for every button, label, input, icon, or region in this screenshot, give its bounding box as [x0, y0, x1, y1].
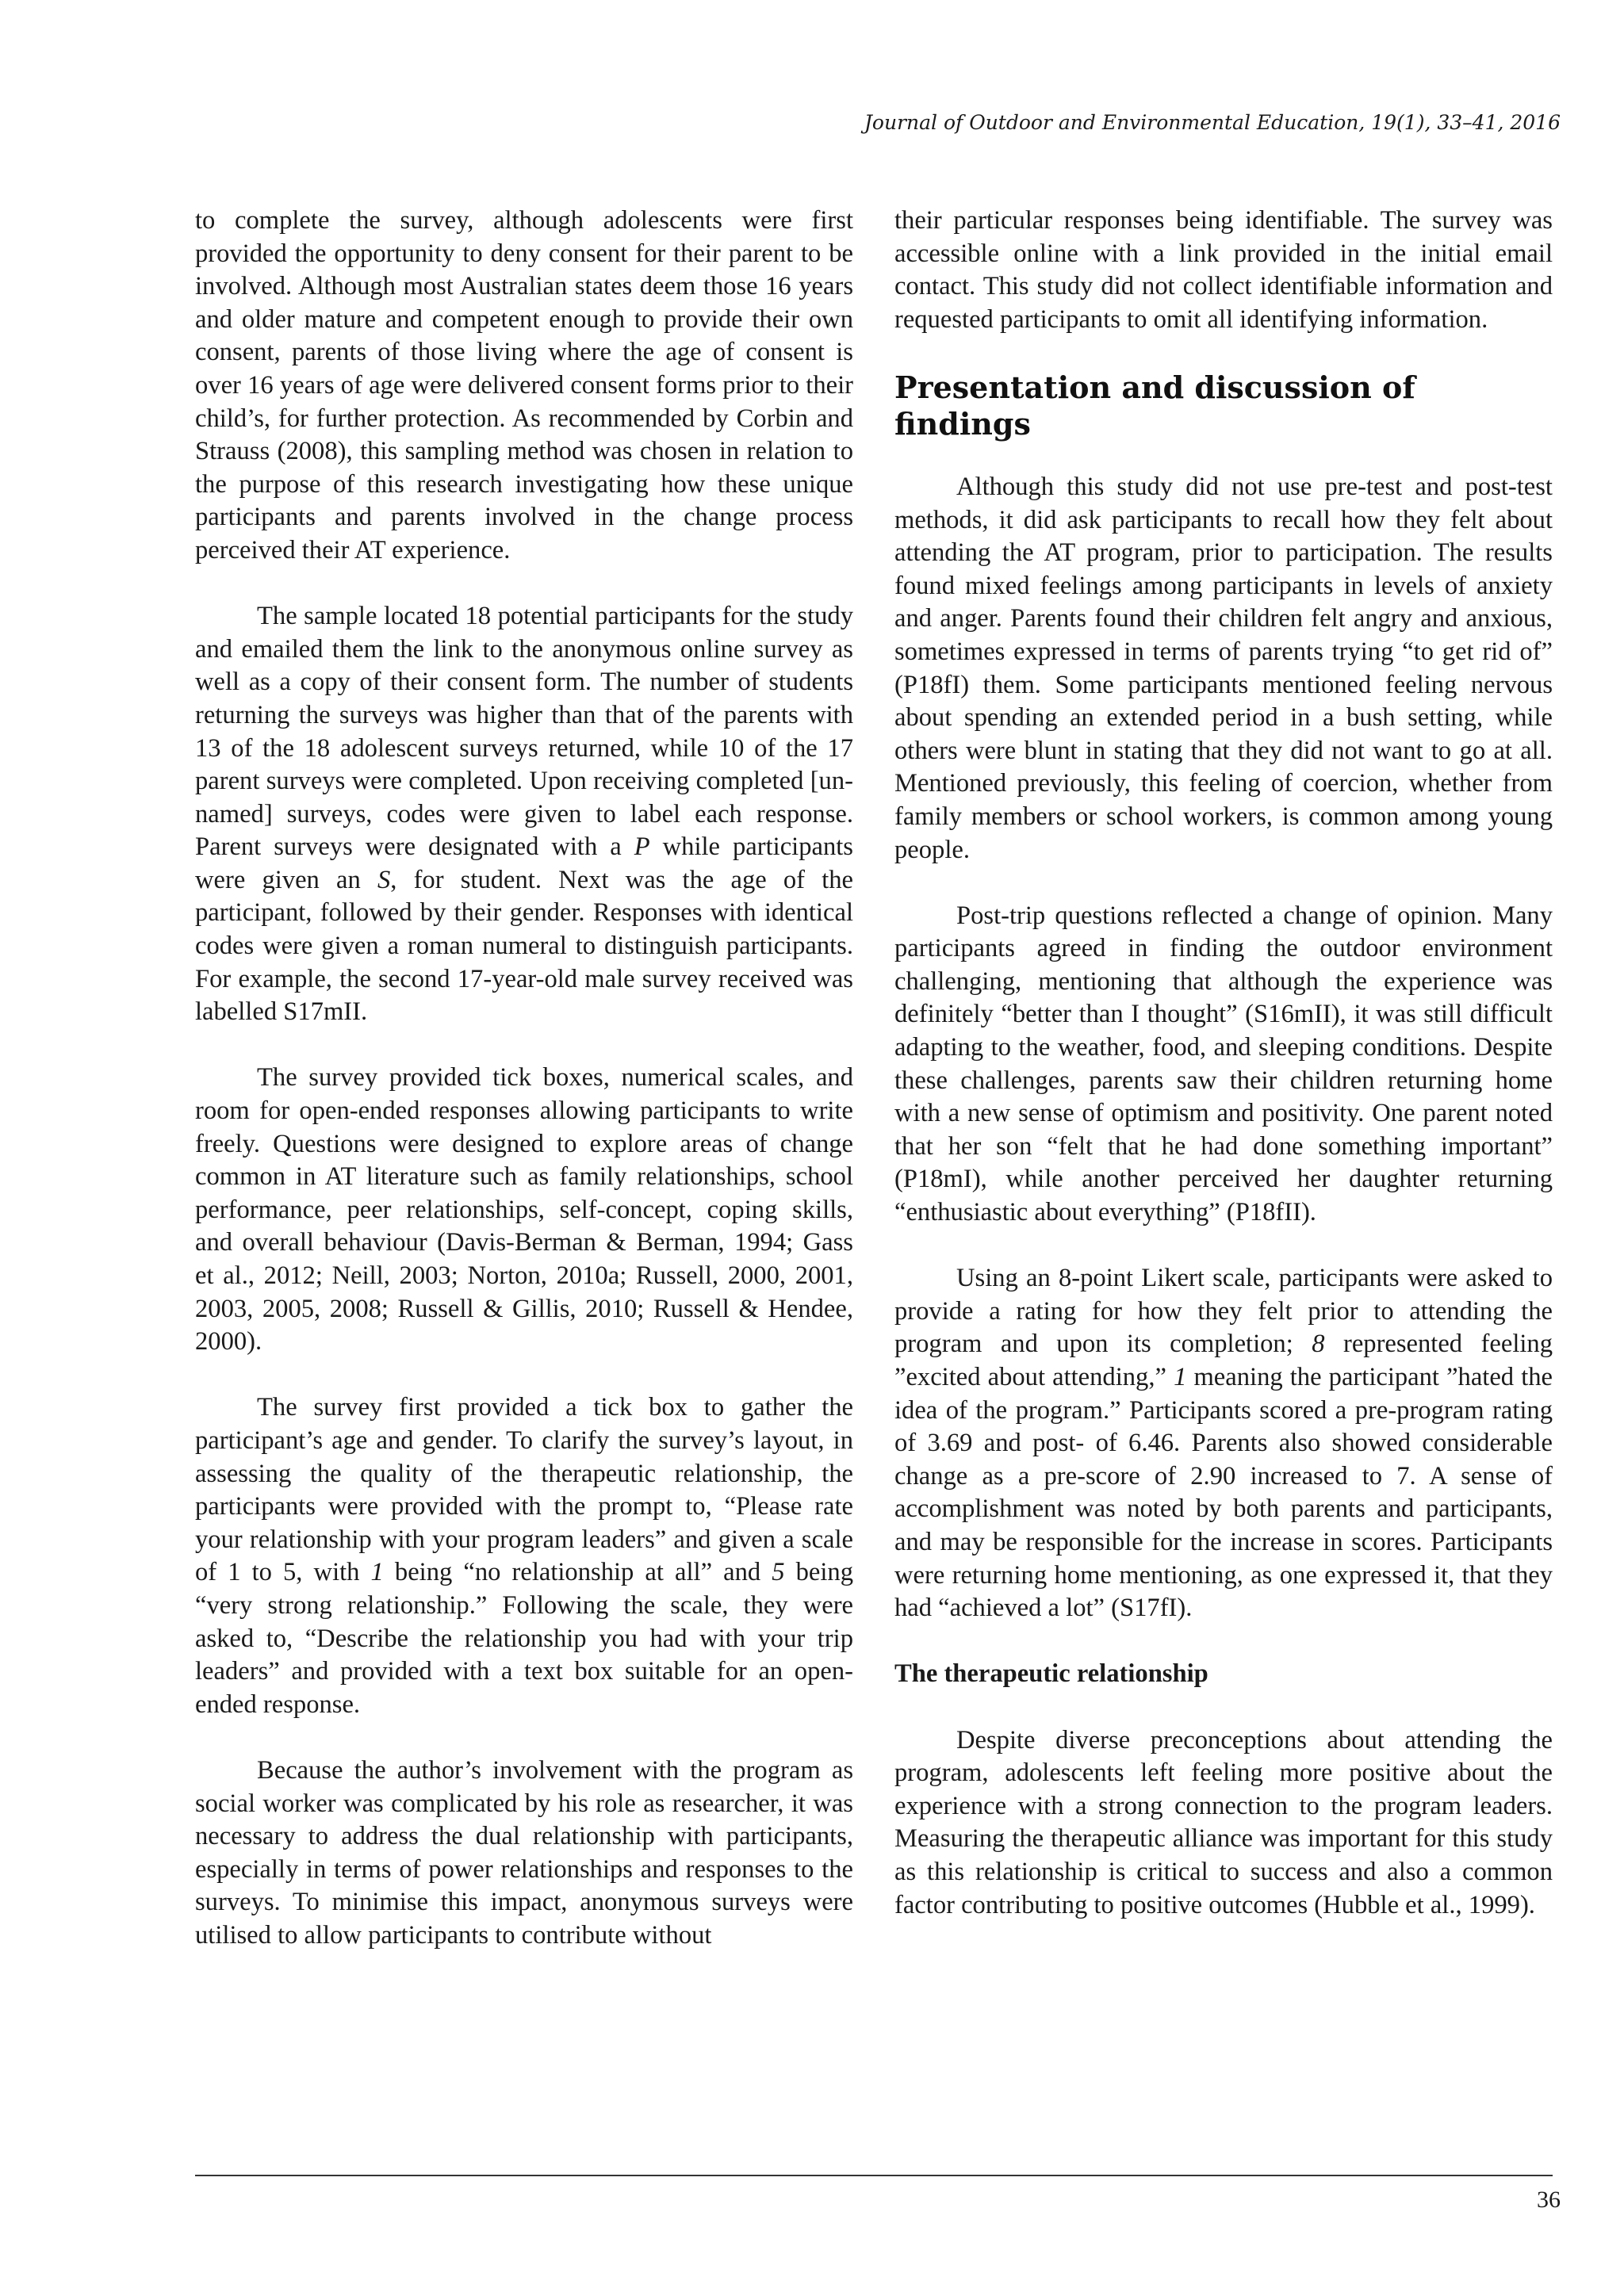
paragraph: their particular responses being identifiable. The survey was accessible online with a link provided in the initial email contact. This study did not collect identifiable information and requested participants to omit all identifying information. [894, 206, 1553, 334]
subsection-heading: The therapeutic relationship [894, 1659, 1208, 1689]
paragraph: The survey provided tick boxes, numerical scales, and room for open-ended responses allowing participants to write freely. Questions were designed to explore areas of change common in AT literature such as family relationships, school performance, peer relationships, self-concept, coping skills, and overall behaviour (Davis-Berman & Berman, 1994; Gass et al., 2012; Neill, 2003; Norton, 2010a; Russell, 2000, 2001, 2003, 2005, 2008; Russell & Gillis, 2010; Russell & Hendee, 2000). [195, 1063, 853, 1357]
paragraph: Using an 8-point Likert scale, participants were asked to provide a rating for how they felt prior to attending the program and upon its completion; 8 represented feeling ”excited about attending,” 1 meaning the participant ”hated the idea of the program.” Participants scored a pre-program rating of 3.69 and post- of 6.46. Parents also showed considerable change as a pre-score of 2.90 increased to 7. A sense of accomplishment was noted by both parents and participants, and may be responsible for the increase in scores. Participants were returning home mentioning, as one expressed it, that they had “achieved a lot” (S17fI). [894, 1264, 1553, 1623]
paragraph: The sample located 18 potential participants for the study and emailed them the link to the anonymous online survey as well as a copy of their consent form. The number of students returning the surveys was higher than that of the parents with 13 of the 18 adolescent surveys returned, while 10 of the 17 parent surveys were completed. Upon receiving completed [un-named] surveys, codes were given to label each response. Parent surveys were designated with a P while participants were given an S, for student. Next was the age of the participant, followed by their gender. Responses with identical codes were given a roman numeral to distinguish participants. For example, the second 17-year-old male survey received was labelled S17mII. [195, 602, 854, 1027]
paragraph: Despite diverse preconceptions about attending the program, adolescents left feeling more positive about the experience with a strong connection to the program leaders. Measuring the therapeutic alliance was important for this study as this relationship is critical to success and also a common factor contributing to positive outcomes (Hubble et al., 1999). [894, 1725, 1553, 1919]
paragraph: Because the author’s involvement with the program as social worker was complicated by his role as researcher, it was necessary to address the dual relationship with participants, especially in terms of power relationships and responses to the surveys. To minimise this impact, anonymous surveys were utilised to allow participants to contribute without [195, 1755, 853, 1950]
footer-divider [195, 2175, 1553, 2176]
running-header: Journal of Outdoor and Environmental Education, 19(1), 33–41, 2016 [864, 111, 1561, 134]
paragraph: Post-trip questions reflected a change of opinion. Many participants agreed in finding the outdoor environment challenging, mentioning that although the experience was definitely “better than I thought” (S16mII), it was still difficult adapting to the weather, food, and sleeping conditions. Despite these challenges, parents saw their children returning home with a new sense of optimism and positivity. One parent noted that her son “felt that he had done something important” (P18mI), while another perceived her daughter returning “enthusiastic about everything” (P18fII). [894, 901, 1553, 1227]
paragraph: to complete the survey, although adolescents were first provided the opportunity to deny consent for their parent to be involved. Although most Australian states deem those 16 years and older mature and competent enough to provide their own consent, parents of those living where the age of consent is over 16 years of age were delivered consent forms prior to their child’s, for further protection. As recommended by Corbin and Strauss (2008), this sampling method was chosen in relation to the purpose of this research investigating how these unique participants and parents involved in the change process perceived their AT experience. [195, 206, 853, 564]
page-number: 36 [1537, 2187, 1561, 2213]
section-heading: Presentation and discussion of findings [894, 369, 1415, 442]
left-column [195, 205, 853, 1985]
right-column [894, 205, 1553, 1955]
paragraph: Although this study did not use pre-test and post-test methods, it did ask participants to recall how they felt about attending the AT program, prior to participation. The results found mixed feelings among participants in levels of anxiety and anger. Parents found their children felt angry and anxious, sometimes expressed in terms of parents trying “to get rid of” (P18fI) them. Some participants mentioned feeling nervous about spending an extended period in a bush setting, while others were blunt in stating that they did not want to go at all. Mentioned previously, this feeling of coercion, whether from family members or school workers, is common among young people. [894, 472, 1553, 864]
paragraph: The survey first provided a tick box to gather the participant’s age and gender. To clarify the survey’s layout, in assessing the quality of the therapeutic relationship, the participants were provided with the prompt to, “Please rate your relationship with your program leaders” and given a scale of 1 to 5, with 1 being “no relationship at all” and 5 being “very strong relationship.” Following the scale, they were asked to, “Describe the relationship you had with your trip leaders” and provided with a text box suitable for an open-ended response. [195, 1393, 853, 1719]
